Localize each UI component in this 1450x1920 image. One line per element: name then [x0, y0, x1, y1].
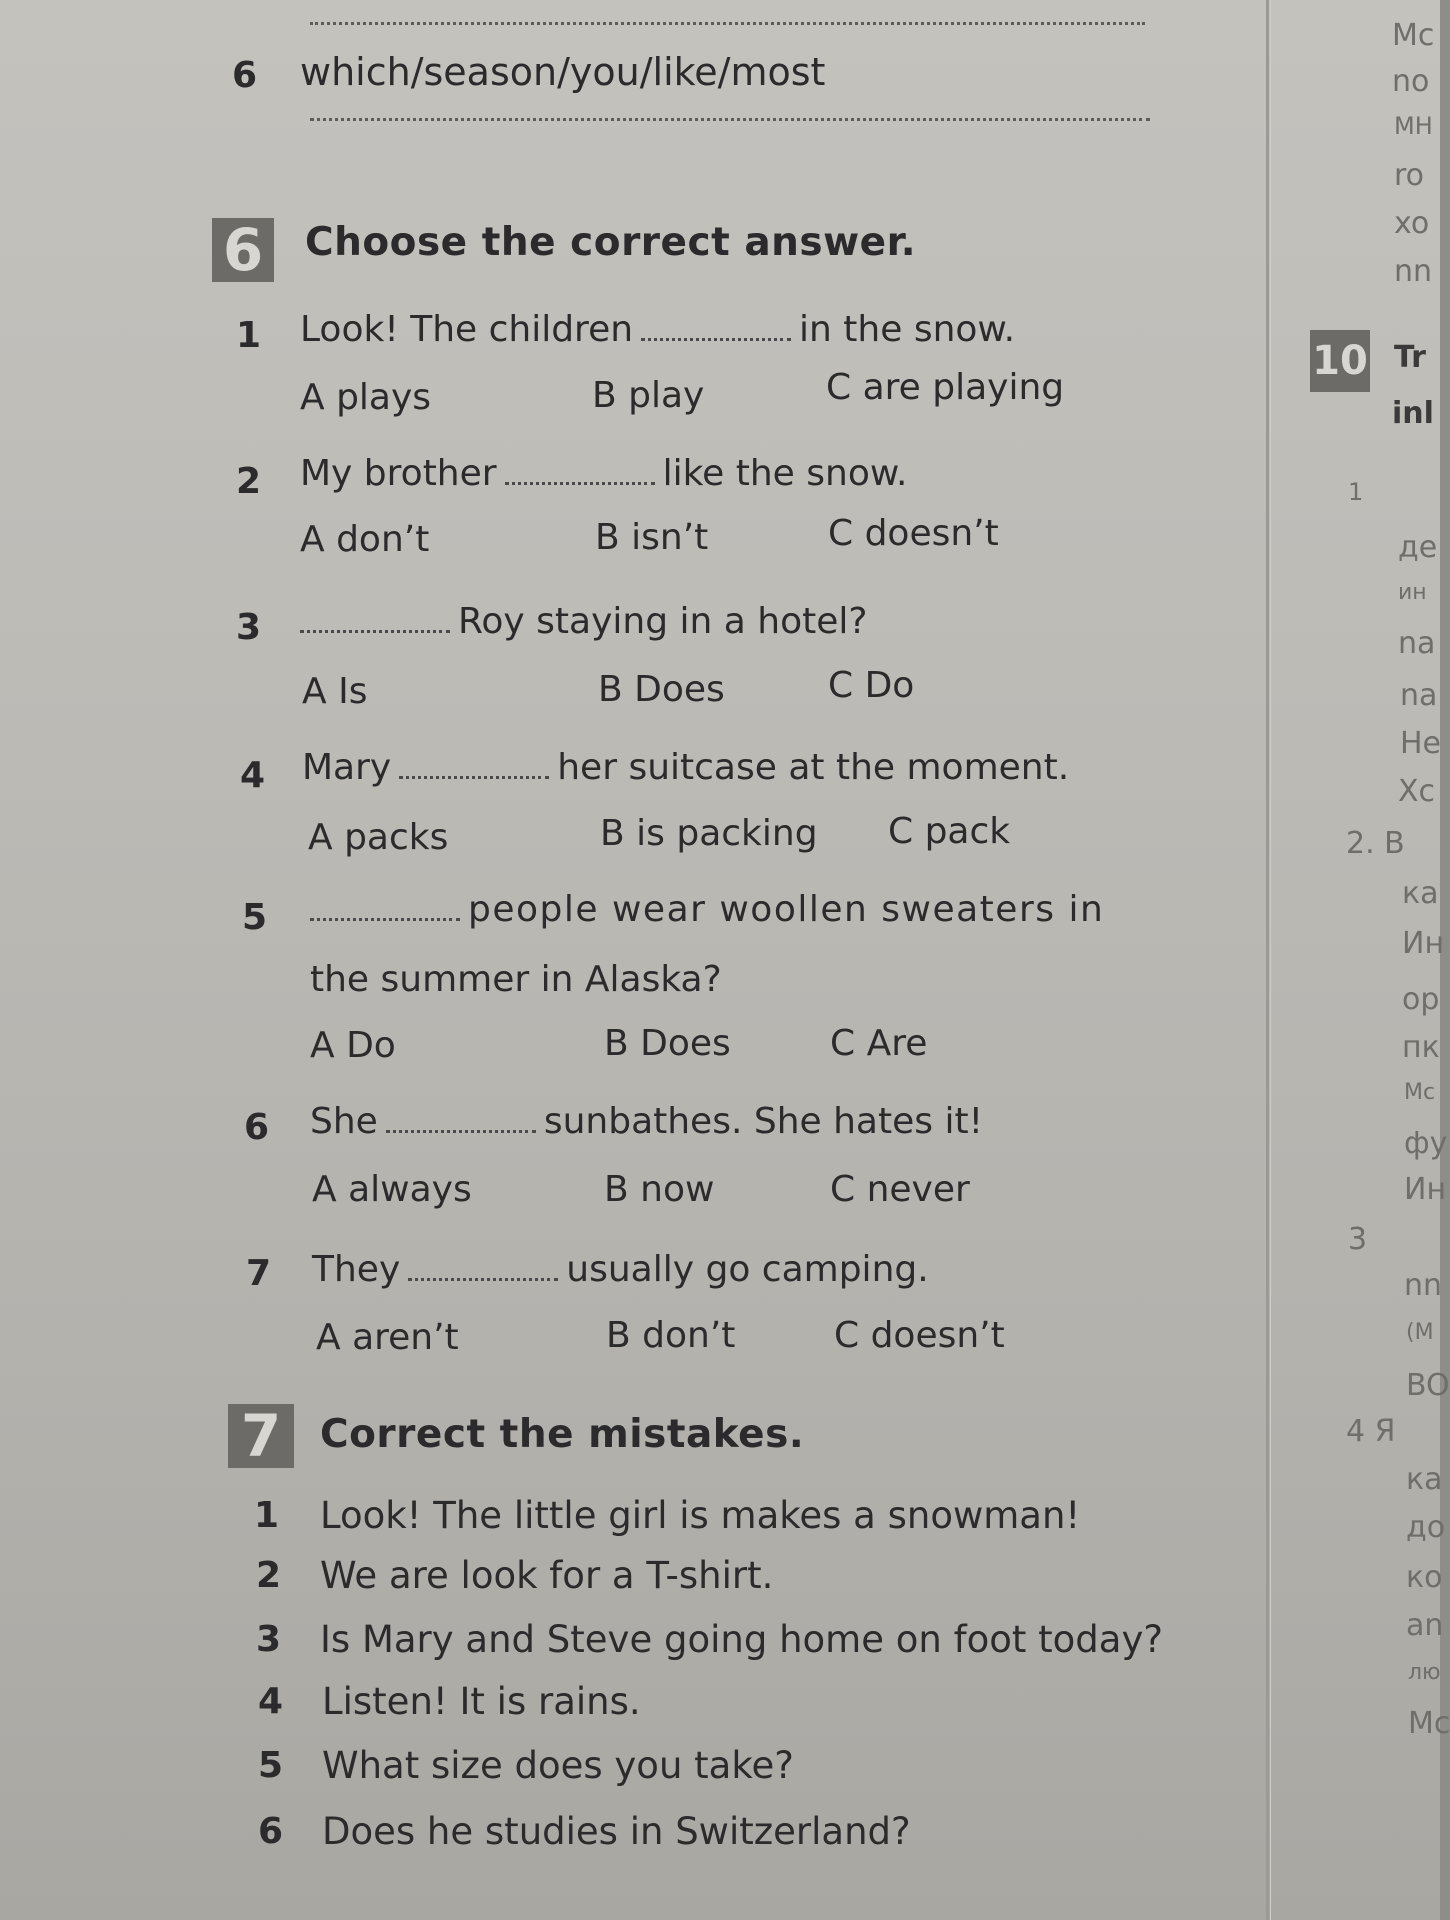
next-column-fragment: Xc	[1398, 774, 1436, 809]
option-a: A aren’t	[316, 1317, 459, 1358]
next-column-fragment: ин	[1398, 580, 1427, 605]
mistake-number: 1	[254, 1495, 280, 1536]
option-c: C are playing	[826, 367, 1065, 408]
option-b: B Does	[604, 1023, 731, 1064]
mistake-number: 2	[256, 1555, 282, 1596]
answer-blank	[310, 900, 460, 921]
next-column-fragment: ко	[1406, 1560, 1443, 1595]
question-number: 5	[242, 897, 268, 938]
next-column-fragment: na	[1398, 626, 1436, 661]
next-column-fragment: nn	[1404, 1268, 1443, 1303]
next-column-fragment: na	[1400, 678, 1438, 713]
mistake-sentence: Is Mary and Steve going home on foot today?	[320, 1618, 1163, 1661]
next-column-fragment: BO	[1406, 1368, 1450, 1403]
answer-line-top	[310, 22, 1145, 25]
option-c: C pack	[888, 811, 1011, 852]
exercise-7-title: Correct the mistakes.	[320, 1412, 805, 1457]
question-text: Mary her suitcase at the moment.	[302, 747, 1070, 788]
question-text-continued: the summer in Alaska?	[310, 959, 722, 1000]
mistake-number: 6	[258, 1811, 284, 1852]
mistake-sentence: Listen! It is rains.	[322, 1680, 641, 1723]
answer-line	[310, 118, 1150, 121]
next-column-fragment: MH	[1394, 112, 1433, 140]
option-b: B play	[592, 375, 705, 416]
next-column-fragment: Ин	[1402, 926, 1445, 961]
mistake-number: 4	[258, 1681, 284, 1722]
answer-blank	[408, 1260, 558, 1281]
option-b: B is packing	[600, 813, 818, 854]
answer-blank	[300, 612, 450, 633]
next-column-fragment: лю	[1408, 1660, 1441, 1685]
next-column-fragment: 3	[1348, 1222, 1368, 1257]
question-number: 4	[240, 755, 266, 796]
page-gutter	[1266, 0, 1269, 1920]
mistake-sentence: Look! The little girl is makes a snowman!	[320, 1494, 1081, 1537]
option-c: C doesn’t	[834, 1315, 1005, 1356]
question-text: She sunbathes. She hates it!	[310, 1101, 983, 1142]
question-text: people wear woollen sweaters in	[310, 888, 1104, 932]
exercise-6-title: Choose the correct answer.	[305, 220, 917, 265]
header-item-text: which/season/you/like/most	[300, 50, 826, 94]
question-text: They usually go camping.	[312, 1249, 929, 1290]
next-column-fragment: Mc	[1392, 18, 1435, 53]
mistake-number: 5	[258, 1745, 284, 1786]
option-a: A Do	[310, 1025, 396, 1066]
next-column-fragment: 2. B	[1346, 826, 1405, 861]
option-a: A packs	[308, 817, 449, 858]
mistake-sentence: Does he studies in Switzerland?	[322, 1810, 911, 1853]
question-number: 6	[244, 1107, 270, 1148]
answer-blank	[505, 464, 655, 485]
question-text: Look! The children in the snow.	[300, 309, 1016, 350]
answer-blank	[399, 758, 549, 779]
next-column-fragment: 1	[1348, 478, 1364, 506]
option-b: B isn’t	[595, 517, 709, 558]
exercise-7-badge: 7	[228, 1404, 294, 1468]
next-column-fragment: Mc	[1408, 1706, 1450, 1741]
next-column-fragment: ка	[1406, 1462, 1443, 1497]
question-text: My brother like the snow.	[300, 453, 908, 494]
option-a: A always	[312, 1169, 472, 1210]
question-number: 2	[236, 461, 262, 502]
option-c: C Do	[828, 665, 915, 706]
next-column-fragment: He	[1400, 726, 1442, 761]
question-number: 7	[246, 1253, 272, 1294]
next-column-fragment: ro	[1394, 158, 1425, 193]
option-c: C never	[830, 1169, 970, 1210]
option-b: B don’t	[606, 1315, 736, 1356]
question-number: 1	[236, 315, 262, 356]
next-column-fragment: Tr	[1394, 340, 1426, 375]
page-gutter-highlight	[1270, 0, 1271, 1920]
mistake-number: 3	[256, 1619, 282, 1660]
option-a: A don’t	[300, 519, 430, 560]
next-column-fragment: ка	[1402, 876, 1439, 911]
next-column-fragment: (M	[1406, 1320, 1434, 1345]
answer-blank	[641, 320, 791, 341]
option-b: B now	[604, 1169, 715, 1210]
next-column-fragment: no	[1392, 64, 1430, 99]
mistake-sentence: What size does you take?	[322, 1744, 794, 1787]
mistake-sentence: We are look for a T-shirt.	[320, 1554, 774, 1597]
option-c: C Are	[830, 1023, 928, 1064]
next-column-fragment: inl	[1392, 396, 1434, 431]
next-column-fragment: де	[1398, 530, 1438, 565]
next-column-fragment: до	[1406, 1510, 1446, 1545]
exercise-10-badge: 10	[1310, 330, 1370, 392]
next-column-fragment: 4 Я	[1346, 1414, 1396, 1449]
option-a: A plays	[300, 377, 432, 418]
next-column-fragment: Mc	[1404, 1080, 1436, 1105]
next-column-fragment: пк	[1402, 1030, 1440, 1065]
exercise-6-badge: 6	[212, 218, 274, 282]
option-a: A Is	[302, 671, 368, 712]
question-number: 3	[236, 607, 262, 648]
option-b: B Does	[598, 669, 725, 710]
next-column-fragment: Ин	[1404, 1172, 1447, 1207]
next-column-fragment: an	[1406, 1608, 1444, 1643]
next-column-fragment: xo	[1394, 206, 1430, 241]
question-text: Roy staying in a hotel?	[300, 600, 868, 644]
option-c: C doesn’t	[828, 513, 999, 554]
next-column-fragment: фу	[1404, 1126, 1448, 1161]
next-column-fragment: op	[1402, 982, 1440, 1017]
header-item-number: 6	[232, 55, 258, 96]
answer-blank	[386, 1112, 536, 1133]
next-column-fragment: nn	[1394, 254, 1433, 289]
